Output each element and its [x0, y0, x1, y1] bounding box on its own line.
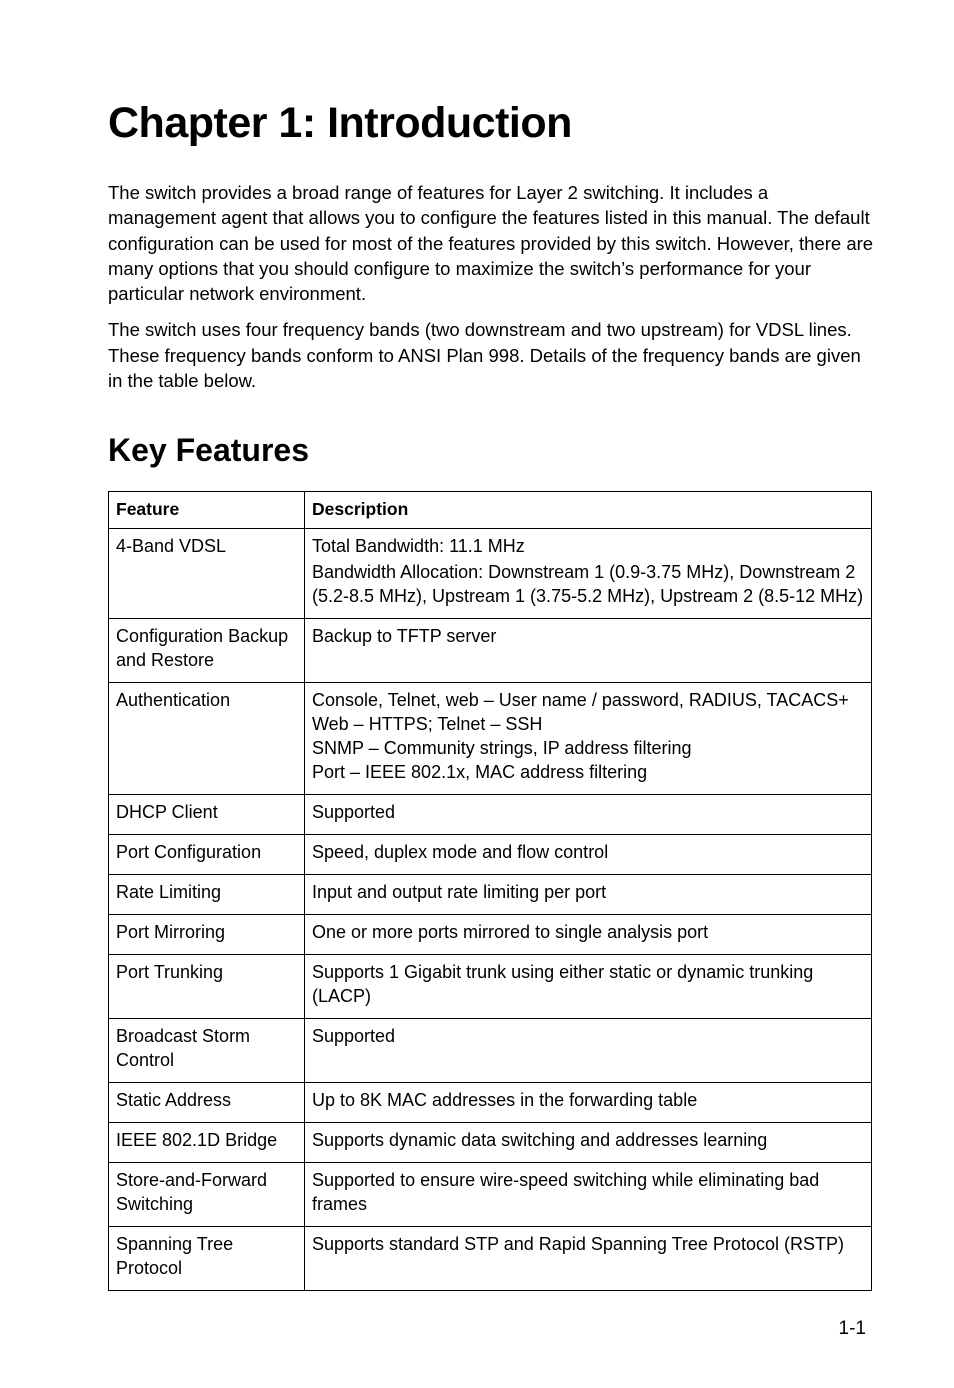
description-line: One or more ports mirrored to single analysis port: [312, 922, 709, 942]
description-line: Web – HTTPS; Telnet – SSH: [312, 714, 543, 734]
description-cell: [305, 529, 872, 619]
feature-cell: Port Mirroring: [109, 915, 305, 955]
feature-cell: 4-Band VDSL: [109, 529, 305, 619]
table-body: [109, 529, 872, 1291]
feature-cell: Port Trunking: [109, 955, 305, 1019]
table-row: [109, 683, 872, 795]
description-cell: [305, 1019, 872, 1083]
feature-cell: Static Address: [109, 1083, 305, 1123]
description-cell: [305, 1227, 872, 1291]
key-features-table: [108, 491, 872, 1291]
section-title: Key Features: [108, 432, 309, 468]
description-line: Supports 1 Gigabit trunk using either static or dynamic trunking (LACP): [312, 962, 814, 1006]
description-line: Supports dynamic data switching and addresses learning: [312, 1130, 768, 1150]
description-line: Up to 8K MAC addresses in the forwarding table: [312, 1090, 698, 1110]
description-cell: [305, 1083, 872, 1123]
table-row: [109, 1227, 872, 1291]
table-row: [109, 795, 872, 835]
description-line: Supported: [312, 1026, 396, 1046]
feature-cell: DHCP Client: [109, 795, 305, 835]
feature-cell: Rate Limiting: [109, 875, 305, 915]
feature-cell: Configuration Backup and Restore: [109, 619, 305, 683]
description-line: Speed, duplex mode and flow control: [312, 842, 609, 862]
description-line: SNMP – Community strings, IP address filtering: [312, 738, 692, 758]
description-cell: [305, 795, 872, 835]
description-cell: [305, 619, 872, 683]
header-feature: Feature: [109, 492, 305, 529]
table-row: [109, 619, 872, 683]
table-row: [109, 529, 872, 619]
description-cell: [305, 955, 872, 1019]
chapter-title: Chapter 1: Introduction: [108, 99, 572, 147]
table-row: [109, 1163, 872, 1227]
feature-cell: Spanning Tree Protocol: [109, 1227, 305, 1291]
intro-paragraph-1: The switch provides a broad range of features for Layer 2 switching. It includes a management agent that allows you to configure the features listed in this manual. The default configuration can be used for most of the features provided by this switch. However, there are many options that you should configure to maximize the switch’s performance for your particular network environment.: [108, 182, 874, 305]
description-line: Port – IEEE 802.1x, MAC address filtering: [312, 762, 648, 782]
description-line: Backup to TFTP server: [312, 626, 497, 646]
description-cell: [305, 875, 872, 915]
table-row: [109, 955, 872, 1019]
table-row: [109, 1019, 872, 1083]
page-number: 1-1: [838, 1318, 866, 1339]
feature-cell: Authentication: [109, 683, 305, 795]
intro-section: [108, 180, 878, 404]
description-line: Supports standard STP and Rapid Spanning Tree Protocol (RSTP): [312, 1234, 844, 1254]
description-cell: [305, 915, 872, 955]
description-cell: [305, 1163, 872, 1227]
header-description: Description: [305, 492, 872, 529]
feature-cell: IEEE 802.1D Bridge: [109, 1123, 305, 1163]
description-line: Supported to ensure wire-speed switching while eliminating bad frames: [312, 1170, 820, 1214]
description-line: Console, Telnet, web – User name / password, RADIUS, TACACS+: [312, 690, 849, 710]
description-line: Bandwidth Allocation: Downstream 1 (0.9-3.75 MHz), Downstream 2 (5.2-8.5 MHz), Upstream 1 (3.75-5.2 MHz), Upstream 2 (8.5-12 MHz): [312, 562, 864, 606]
feature-cell: Broadcast Storm Control: [109, 1019, 305, 1083]
table-row: [109, 875, 872, 915]
description-line: Total Bandwidth: 11.1 MHz: [312, 536, 525, 556]
description-cell: [305, 835, 872, 875]
description-cell: [305, 1123, 872, 1163]
feature-cell: Store-and-Forward Switching: [109, 1163, 305, 1227]
table-row: [109, 835, 872, 875]
table-row: [109, 1123, 872, 1163]
table-row: [109, 1083, 872, 1123]
intro-paragraph-2: The switch uses four frequency bands (two downstream and two upstream) for VDSL lines. These frequency bands conform to ANSI Plan 998. Details of the frequency bands are given in the table below.: [108, 319, 861, 392]
description-line: Input and output rate limiting per port: [312, 882, 607, 902]
feature-cell: Port Configuration: [109, 835, 305, 875]
table-header-row: [109, 492, 872, 529]
description-line: Supported: [312, 802, 396, 822]
description-cell: [305, 683, 872, 795]
table-row: [109, 915, 872, 955]
